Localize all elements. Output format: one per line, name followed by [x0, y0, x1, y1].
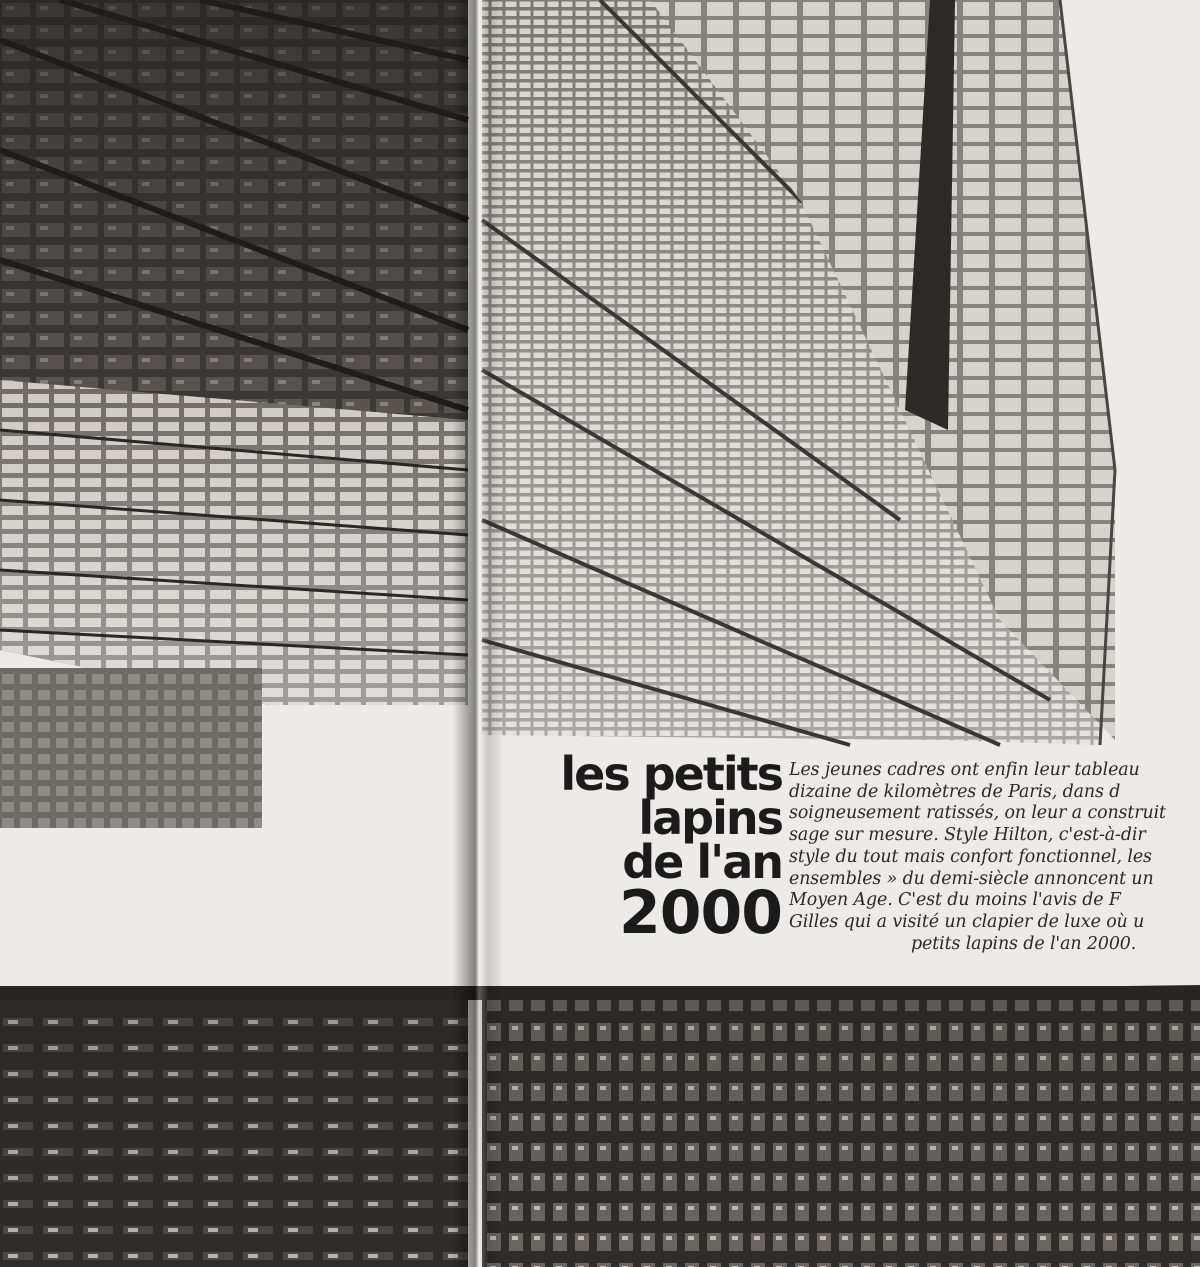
- headline-line-3: de l'an: [622, 835, 782, 889]
- headline-line-4: 2000: [619, 878, 782, 948]
- intro-line: dizaine de kilomètres de Paris, dans d: [789, 781, 1121, 802]
- article-headline: [520, 747, 782, 948]
- intro-line: soigneusement ratissés, on leur a construit: [789, 803, 1166, 824]
- intro-line: petits lapins de l'an 2000.: [911, 933, 1137, 954]
- intro-line: ensembles » du demi-siècle annoncent un: [789, 868, 1154, 889]
- intro-line: style du tout mais confort fonctionnel, les: [789, 846, 1152, 867]
- headline-line-2: lapins: [638, 791, 782, 845]
- intro-line: Les jeunes cadres ont enfin leur tableau: [789, 760, 1140, 780]
- article-intro: [789, 760, 1200, 955]
- intro-line: Gilles qui a visité un clapier de luxe où u: [789, 911, 1145, 932]
- headline-line-1: les petits: [560, 747, 782, 801]
- intro-line: sage sur mesure. Style Hilton, c'est-à-dir: [789, 825, 1146, 846]
- intro-line: Moyen Age. C'est du moins l'avis de F: [789, 890, 1121, 911]
